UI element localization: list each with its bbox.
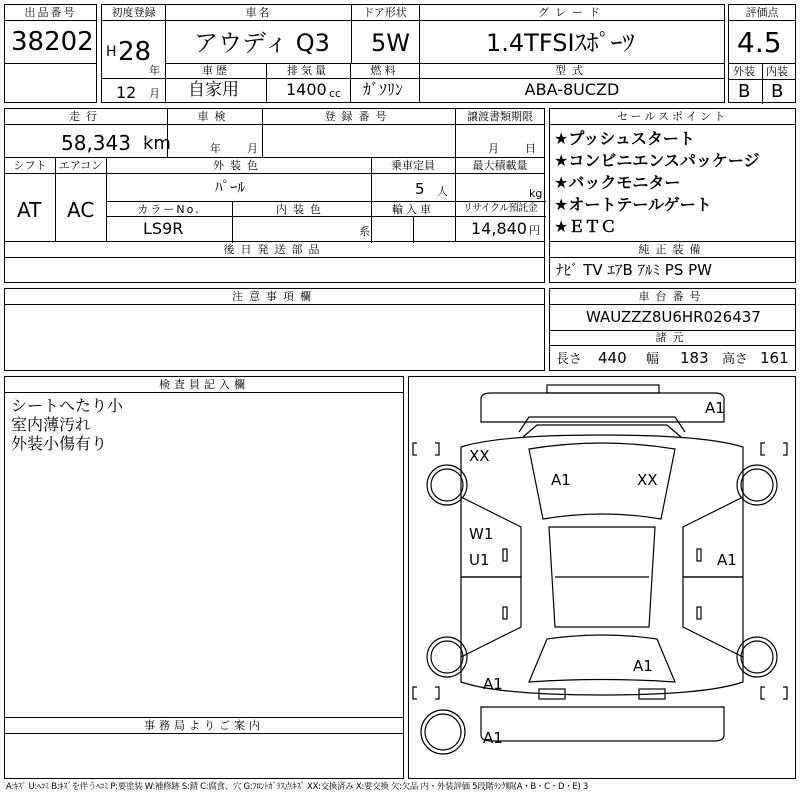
sales-point-item: ★プッシュスタート	[554, 129, 695, 148]
transfer-docs-label: 譲渡書類期限	[467, 110, 533, 123]
damage-mark: A1	[483, 675, 503, 693]
model-value: ABA-8UCZD	[524, 80, 620, 99]
sales-point-item: ★バックモニター	[554, 173, 681, 192]
sales-points-cell	[549, 108, 796, 242]
score-label: 評価点	[729, 5, 795, 21]
damage-mark: A1	[717, 551, 737, 569]
car-detail-row	[165, 63, 725, 103]
interior-color-label: 内装色	[276, 203, 327, 216]
capacity-label: 乗車定員	[391, 159, 435, 172]
inspection-label: 車検	[197, 110, 232, 123]
door-label: ドア形状	[351, 5, 419, 21]
height-value: 161	[760, 349, 789, 367]
height-label: 高さ	[722, 352, 749, 367]
exterior-score-label: 外装	[733, 65, 755, 78]
first-registration-label: 初度登録	[102, 5, 165, 21]
lot-number-cell	[4, 4, 97, 64]
width-value: 183	[680, 349, 709, 367]
first-reg-month: 12	[116, 83, 137, 102]
recycle-unit: 円	[529, 224, 540, 237]
lot-number-value: 38202	[11, 27, 94, 57]
notes-label: 注意事項欄	[5, 289, 544, 305]
displacement-unit: cc	[329, 87, 342, 100]
lot-number-label: 出品番号	[5, 5, 96, 21]
shift-value: AT	[17, 198, 42, 222]
legend-text: A:ｷｽﾞ U:ﾍｺﾐ B:ｷｽﾞを伴うﾍｺﾐ P:要塗装 W:補修跡 S:錆 C:腐食、穴 G:ﾌﾛﾝﾄｶﾞﾗｽ点ｷｽﾞ XX:交換済み X:要交換 欠:欠品 内・外装評価 5段階ﾗﾝｸ順(A・B・C・D・E) 3	[6, 782, 589, 792]
specs-label: 諸元	[655, 331, 690, 344]
exterior-score-value: B	[738, 81, 751, 102]
mileage-label: 走行	[69, 110, 103, 123]
damage-mark: A1	[705, 399, 725, 417]
shift-color-block	[4, 157, 545, 242]
grade-label: グレード	[419, 5, 725, 21]
sales-point-item: ★ＥＴＣ	[554, 217, 617, 236]
exterior-color-value: ﾊﾟｰﾙ	[215, 178, 246, 196]
door-value: 5W	[371, 29, 410, 57]
capacity-value: 5	[415, 180, 425, 198]
office-notice-cell	[4, 717, 404, 779]
first-reg-year: 28	[118, 37, 152, 67]
capacity-unit: 人	[437, 185, 448, 198]
chassis-label: 車台番号	[550, 289, 795, 305]
fuel-value: ｶﾞｿﾘﾝ	[363, 80, 404, 99]
recycle-label: リサイクル預託金	[462, 203, 538, 214]
car-info-block	[165, 4, 725, 64]
history-value: 自家用	[188, 80, 239, 100]
inspection-month-unit: 月	[247, 142, 258, 155]
shift-label: シフト	[13, 159, 47, 172]
chassis-value: WAUZZZ8U6HR026437	[586, 308, 761, 326]
max-load-unit: kg	[529, 187, 543, 200]
color-no-label: カラーNo.	[137, 203, 201, 216]
transfer-day-unit: 日	[525, 142, 536, 155]
transfer-month-unit: 月	[488, 142, 499, 155]
import-label: 輸入車	[392, 203, 434, 216]
chassis-cell	[549, 288, 796, 371]
year-unit: 年	[149, 64, 160, 77]
damage-mark: A1	[551, 471, 571, 489]
office-notice-label: 事務局よりご案内	[5, 718, 403, 734]
recycle-value: 14,840	[471, 219, 527, 238]
registration-number-label: 登録番号	[324, 110, 393, 123]
grade-value: 1.4TFSIｽﾎﾟｰﾂ	[486, 29, 635, 57]
equipment-label: 純正装備	[550, 242, 795, 258]
aircon-label: エアコン	[58, 159, 103, 172]
car-name-value: アウディ Q3	[194, 29, 330, 57]
interior-score-value: B	[771, 81, 784, 102]
interior-score-label: 内装	[766, 65, 788, 78]
first-registration-cell	[101, 4, 166, 103]
fuel-label: 燃料	[370, 64, 399, 77]
era-letter: H	[106, 44, 117, 60]
damage-mark: A1	[633, 657, 653, 675]
width-label: 幅	[646, 352, 660, 367]
later-parts-cell	[4, 241, 545, 283]
mileage-row	[4, 108, 545, 158]
equipment-value: ﾅﾋﾞ TV ｴｱB ｱﾙﾐ PS PW	[556, 261, 712, 279]
mileage-value: 58,343	[61, 131, 131, 155]
car-diagram	[409, 377, 795, 778]
score-cell	[728, 4, 796, 103]
sales-points-label: セールスポイント	[550, 109, 795, 125]
history-label: 車歴	[202, 64, 230, 77]
displacement-value: 1400	[286, 80, 327, 99]
displacement-label: 排気量	[287, 64, 329, 77]
max-load-label: 最大積載量	[472, 159, 528, 172]
damage-mark: XX	[637, 471, 658, 489]
inspector-note-line: 室内薄汚れ	[11, 415, 92, 434]
lot-number-blank	[4, 63, 97, 103]
car-name-label: 車名	[166, 5, 351, 21]
car-diagram-cell	[408, 376, 796, 779]
mileage-unit: km	[143, 133, 171, 154]
inspector-notes-cell	[4, 376, 404, 718]
sales-point-item: ★コンビニエンスパッケージ	[554, 151, 760, 170]
equipment-cell	[549, 241, 796, 283]
color-no-value: LS9R	[143, 219, 184, 238]
inspector-note-line: シートへたり小	[11, 396, 124, 415]
score-value: 4.5	[737, 26, 782, 59]
later-parts-label: 後日発送部品	[5, 242, 544, 258]
month-unit: 月	[149, 87, 160, 100]
inspection-year-unit: 年	[210, 142, 221, 155]
aircon-value: AC	[67, 198, 95, 222]
length-value: 440	[598, 349, 627, 367]
damage-mark: A1	[483, 729, 503, 747]
length-label: 長さ	[556, 352, 583, 367]
sales-point-item: ★オートテールゲート	[554, 195, 712, 214]
exterior-color-label: 外装色	[213, 159, 264, 172]
damage-mark: W1	[469, 525, 494, 543]
damage-mark: XX	[469, 447, 490, 465]
damage-mark: U1	[469, 551, 490, 569]
inspector-note-line: 外装小傷有り	[11, 434, 108, 453]
notes-cell	[4, 288, 545, 371]
interior-color-unit: 系	[359, 225, 370, 238]
inspector-notes-label: 検査員記入欄	[5, 377, 403, 393]
model-label: 型式	[555, 64, 589, 77]
